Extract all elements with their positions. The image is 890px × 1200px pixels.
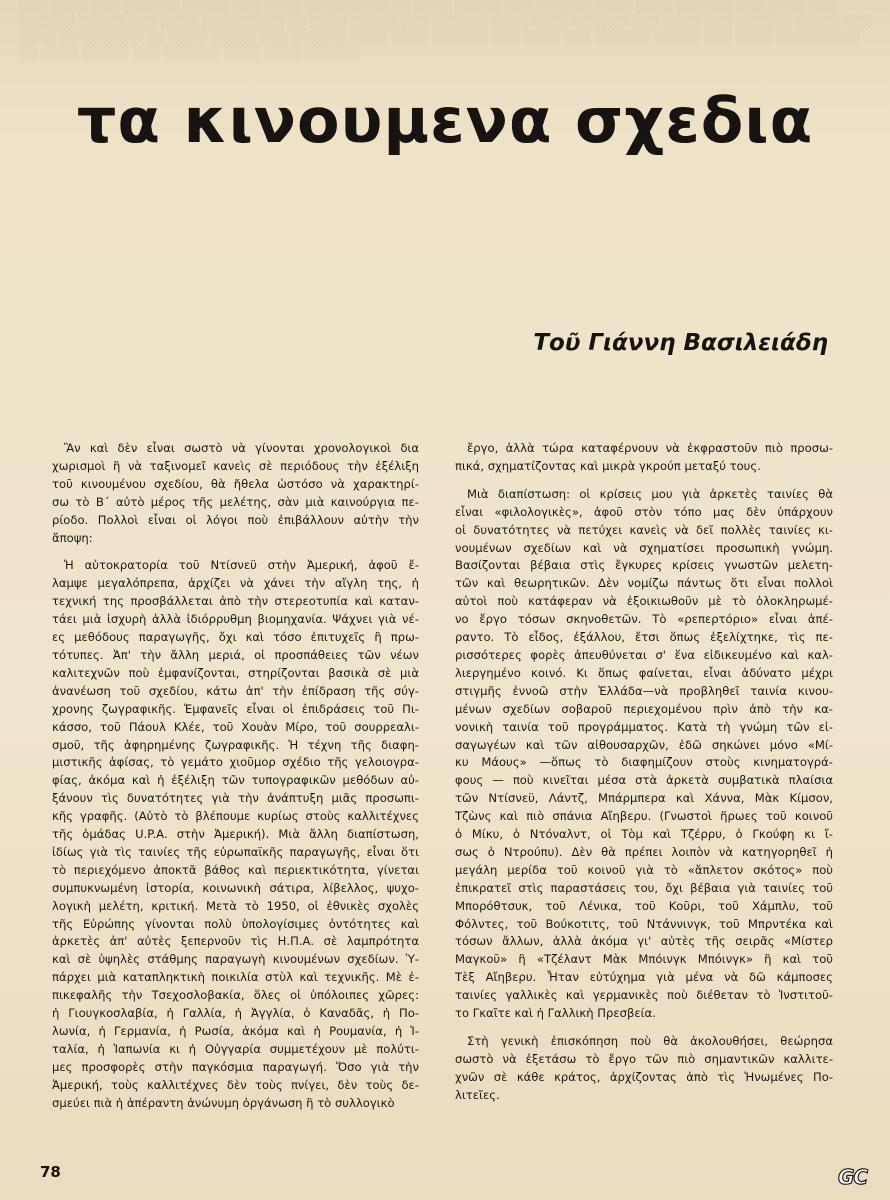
text-line: μεγάλη μερίδα τοῦ κοινοῦ γιὰ τὸ «ἄπλετον σκότος» ποὺ bbox=[455, 862, 833, 877]
paragraph bbox=[52, 440, 419, 547]
text-line: ραντο. Τὸ εἶδος, ἐξάλλου, ἔτσι ὅπως ἐξελίχτηκε, τὶς πε- bbox=[455, 630, 833, 645]
page-number: 78 bbox=[40, 1163, 61, 1181]
article-title: τα κινουμενα σχεδια bbox=[76, 84, 814, 157]
text-line: τοῦ κινουμένου σχεδίου, θὰ ἤθελα ὡστόσο νὰ χαρακτηρί- bbox=[52, 476, 419, 491]
text-line: λιεργημένο κοινό. Κι ὅπως φαίνεται, εἶναι ἀδύνατο μέχρι bbox=[455, 665, 833, 680]
text-line: Βασίζονται βέβαια στὶς ἔγκυρες κρίσεις γνωστῶν μελετη- bbox=[455, 558, 833, 573]
text-line: χρονης ζωγραφικῆς. Ἐμφανεῖς εἶναι οἱ ἐπιδράσεις τοῦ Πι- bbox=[52, 701, 419, 716]
text-line: ξάνουν τὶς δυνατότητες γιὰ τὴν ἀνάπτυξη μιᾶς προσωπι- bbox=[52, 791, 419, 806]
text-line: ταινίες γαλλικὲς καὶ γερμανικὲς ποὺ διέθεταν τὸ Ἰνστιτοῦ- bbox=[455, 988, 833, 1003]
text-line: τῆς ὁμάδας U.P.A. στὴν Ἀμερική). Μιὰ ἄλλη διαπίστωση, bbox=[52, 827, 419, 842]
text-line: τῶν Ντίσνεϋ, Λάντζ, Μπάρμπερα καὶ Χάννα, Μὰκ Κίμσον, bbox=[455, 791, 833, 806]
text-line: καλιτεχνῶν ποὺ ἐμφανίζονται, στηρίζονται βασικὰ σὲ μιὰ bbox=[52, 665, 419, 680]
text-line: κῆς γραφῆς. (Αὐτὸ τὸ βλέπουμε κυρίως στοὺς καλλιτέχνες bbox=[52, 809, 419, 824]
left-text-column bbox=[52, 440, 419, 1113]
text-line: χνῶν σὲ κάθε κράτος, ἀρχίζοντας ἀπὸ τὶς Ἡνωμένες Πο- bbox=[455, 1069, 833, 1084]
text-line: μες προσφορὲς στὴν παγκόσμια παραγωγή. Ὅσο γιὰ τὴν bbox=[52, 1059, 419, 1074]
text-line: Μαγκοῦ» ἢ «Τζέλαντ Μὰκ Μπόινγκ Μπόινγκ» ἢ καὶ τοῦ bbox=[455, 952, 833, 967]
text-line: ρίοδο. Πολλοὶ εἶναι οἱ λόγοι ποὺ ἐπιβάλλουν αὐτὴν τὴν bbox=[52, 512, 419, 527]
paragraph bbox=[455, 1033, 833, 1105]
paragraph bbox=[52, 557, 419, 1112]
text-line: ἄποψη: bbox=[52, 530, 93, 545]
text-line: ἰδίως γιὰ τὶς ταινίες τῆς εὐρωπαϊκῆς παραγωγῆς, εἶναι ὅτι bbox=[52, 844, 419, 859]
text-line: τάει μιὰ ἰσχυρὴ ἀλλὰ ἰδιόρρυθμη βιομηχανία. Ψάχνει γιὰ νέ- bbox=[52, 612, 419, 627]
bleed-through-texture: ░░░ ░░░░ ░░░ ░░░░░░ ░░░░░ ░░░ ░░░░ ░░░░░░░░░ ░░ ░░░░ ░░░░░ ░░░ ░░░░░░ ░░░░ ░░░░ ░░░░░░ ░░░ ░░░░ ░░░ ░░░░░░ ░░░░░ ░░░ ░░░░ ░░░░░░░░░ ░░ ░░░░ ░░░░░ ░░░ ░░░░░░ ░░░░ ░░░░ ░░░░░░ ░░░ ░░░░ ░░░ ░░░░░░ ░░░░░ ░░░ ░░░░ ░░░░░░░░░ ░░ ░░░░ ░░░░░ ░░░ ░░░░░░ ░░░░ ░░░░ ░░░░░░ ░░░ ░░░░ ░░░ ░░░░░░ ░░░░░ ░░░ ░░░░ ░░░░░░░░░ ░░ ░░░░ ░░░░░ ░░░ ░░░░░░ ░░░░ ░░░░ ░░░░░░ bbox=[20, 0, 877, 59]
article-author: Τοῦ Γιάννη Βασιλειάδη bbox=[533, 330, 828, 356]
text-line: οἱ δυνατότητες νὰ πετύχει κανεὶς νὰ δεῖ πολλὲς ταινίες κι- bbox=[455, 522, 833, 537]
text-line: ἀνανέωση τοῦ σχεδίου, κάτω ἀπ' τὴν ἐπίδραση τῆς σύγ- bbox=[52, 683, 419, 698]
text-line: Ἂν καὶ δὲν εἶναι σωστὸ νὰ γίνονται χρονολογικοὶ δια bbox=[64, 441, 419, 455]
text-line: νουμένων σχεδίων καὶ νὰ σχηματίσει προσωπικὴ γνώμη. bbox=[455, 540, 833, 555]
text-line: πικεφαλῆς τὴν Τσεχοσλοβακία, ὅλες οἱ ὑπόλοιπες χῶρες: bbox=[52, 988, 419, 1003]
text-line: Μιὰ διαπίστωση: οἱ κρίσεις μου γιὰ ἀρκετὲς ταινίες θὰ bbox=[467, 486, 833, 501]
text-line: αὐτοὶ ποὺ κατάφεραν νὰ ἐξοικιωθοῦν μὲ τὸ ὁλοκληρωμέ- bbox=[455, 594, 833, 609]
text-line: ὁ Μίκυ, ὁ Ντόναλντ, οἱ Τὸμ καὶ Τζέρρυ, ὁ Γκούφη κι ἴ- bbox=[455, 827, 833, 842]
paragraph bbox=[455, 440, 833, 476]
text-line: λιτεῖες. bbox=[455, 1087, 500, 1102]
text-line: φους — ποὺ κινεῖται μέσα στὰ ἀρκετὰ συμβατικὰ πλαίσια bbox=[455, 773, 833, 788]
text-line: ἔργο, ἀλλὰ τώρα καταφέρνουν νὰ ἐκφραστοῦν πιὸ προσω- bbox=[467, 441, 833, 455]
text-line: τόσων ἄλλων, ἀλλὰ ἀκόμα γι' αὐτὲς τῆς σειρᾶς «Μίστερ bbox=[455, 934, 833, 949]
text-line: καὶ σὲ ὑψηλὲς στάθμης παραγωγὴ κινουμένων σχεδίων. Ὑ- bbox=[52, 952, 419, 967]
text-line: στιγμῆς ἐννοῶ στὴν Ἑλλάδα—νὰ προβληθεῖ ταινία κινου- bbox=[455, 683, 833, 698]
text-line: νονικὴ ταινία τοῦ προγράμματος. Κατὰ τὴ γνώμη τῶν εἰ- bbox=[455, 719, 833, 734]
right-text-column bbox=[455, 440, 833, 1105]
text-line: λωνία, ἡ Γερμανία, ἡ Ρωσία, ἀκόμα καὶ ἡ Ρουμανία, ἡ Ἰ- bbox=[52, 1024, 419, 1038]
text-line: Τὲξ Αἴηβερυ. Ἦταν εὐτύχημα γιὰ μένα νὰ δῶ κάμποσες bbox=[455, 970, 833, 985]
text-line: εἶναι «φιλολογικὲς», ἀφοῦ στὸν τόπο μας δὲν ὑπάρχουν bbox=[455, 504, 833, 519]
text-line: λογικὴ μελέτη, κριτική. Μετὰ τὸ 1950, οἱ ἐθνικὲς σχολὲς bbox=[52, 898, 419, 913]
text-line: σωστὸ νὰ ἐξετάσω τὸ ἔργο τῶν πιὸ σημαντικῶν καλλιτε- bbox=[455, 1051, 833, 1066]
text-line: τῶν καὶ θεωρητικῶν. Δὲν νομίζω πάντως ὅτι εἶναι πολλοὶ bbox=[455, 576, 833, 591]
text-line: κάσσο, τοῦ Πάουλ Κλέε, τοῦ Χουὰν Μίρο, τοῦ σουρρεαλι- bbox=[52, 719, 419, 734]
text-line: ες μεθόδους παραγωγῆς, ὄχι καὶ τόσο ἐπιτυχεῖς ἢ πρω- bbox=[52, 630, 419, 645]
text-line: τὸ περιεχόμενο ἀποκτᾶ βάθος καὶ περιεκτικότητα, γίνεται bbox=[52, 862, 419, 877]
text-line: Ἀμερική, τοὺς καλλιτέχνες δὲν τοὺς πνίγει, δὲν τοὺς δε- bbox=[52, 1077, 419, 1092]
text-line: ταλία, ἡ Ἰαπωνία κι ἡ Οὐγγαρία συμμετέχουν μὲ πολύτι- bbox=[52, 1041, 419, 1056]
text-line: νο ἔργο τόσων σκηνοθετῶν. Τὸ «ρεπερτόριο» εἶναι ἀπέ- bbox=[455, 612, 833, 627]
text-line: Ἡ αὐτοκρατορία τοῦ Ντίσνεϋ στὴν Ἀμερική, ἀφοῦ ἔ- bbox=[64, 558, 419, 573]
text-line: το Γκαῖτε καὶ ἡ Γαλλικὴ Πρεσβεία. bbox=[455, 1006, 656, 1021]
text-line: σμοῦ, τῆς ἀφηρημένης ζωγραφικῆς. Ἡ τέχνη τῆς διαφη- bbox=[52, 737, 419, 752]
text-line: σμεύει πιὰ ἡ ἀπέραντη ἀνώνυμη ὀργάνωση ἢ τὸ συλλογικὸ bbox=[52, 1095, 395, 1110]
text-line: συμπυκνωμένη ἱστορία, κοινωνικὴ σάτιρα, λίβελλος, ψυχο- bbox=[52, 880, 419, 895]
text-line: Στὴ γενικὴ ἐπισκόπηση ποὺ θὰ ἀκολουθήσει, θεώρησα bbox=[467, 1034, 833, 1048]
text-line: μιστικῆς ἀφίσας, τὸ γεμάτο χιοῦμορ σχέδιο τῆς γελοιογρα- bbox=[52, 755, 419, 770]
text-line: Μπορόθτσυκ, τοῦ Λένικα, τοῦ Κοῦρι, τοῦ Χάμπλυ, τοῦ bbox=[455, 898, 833, 913]
text-line: ρισσότερες φορὲς ἀπευθύνεται σ' ἕνα εἰδικευμένο καὶ καλ- bbox=[455, 647, 833, 662]
text-line: σαγωγέων καὶ τῶν αἰθουσαρχῶν, ἐδῶ σηκώνει μόνο «Μί- bbox=[455, 737, 833, 752]
text-line: χωρισμοὶ ἢ νὰ ταξινομεῖ κανεὶς σὲ περιόδους τὴν ἐξέλιξη bbox=[52, 458, 419, 473]
text-line: μένων σχεδίων σοβαροῦ περιεχομένου πρὶν ἀπὸ τὴν κα- bbox=[455, 701, 833, 716]
text-line: Φόλντες, τοῦ Βούκοτιτς, τοῦ Ντάννινγκ, τοῦ Μπρντέκα καὶ bbox=[455, 916, 833, 931]
text-line: πάρχει μιὰ καταπληκτικὴ ποικιλία στὺλ καὶ τεχνικῆς. Μὲ ἐ- bbox=[52, 970, 419, 985]
text-line: σως ὁ Ντρούπυ). Δὲν θὰ πρέπει λοιπὸν νὰ κατηγορηθεῖ ἡ bbox=[455, 844, 833, 859]
text-line: φίας, ἀκόμα καὶ ἡ ἐξέλιξη τῶν τυπογραφικῶν μεθόδων αὐ- bbox=[52, 773, 419, 788]
text-line: τῆς Εὐρώπης γίνονται πολὺ ὑπολογίσιμες ὀντότητες καὶ bbox=[52, 916, 419, 931]
text-line: τεχνική της προσβάλλεται ἀπὸ τὴν στερεοτυπία καὶ καταν- bbox=[52, 594, 419, 609]
scanner-logo: GC bbox=[838, 1165, 868, 1189]
text-line: λαμψε μεγαλόπρεπα, ἀρχίζει νὰ χάνει τὴν αἴγλη της, ἡ bbox=[52, 576, 419, 591]
text-line: Τζὼνς καὶ πιὸ σπάνια Αἴηβερυ. (Γνωστοὶ ἥρωες τοῦ κοινοῦ bbox=[455, 809, 833, 824]
text-line: πικά, σχηματίζοντας καὶ μικρὰ γκρούπ μεταξύ τους. bbox=[455, 458, 761, 473]
text-line: σω τὸ Β΄ αὐτὸ μέρος τῆς μελέτης, σὰν μιὰ καινούργια πε- bbox=[52, 494, 419, 509]
text-line: κυ Μάους» —ὅπως τὸ διαφημίζουν στοὺς κινηματογρά- bbox=[455, 755, 833, 770]
text-line: τότυπες. Ἀπ' τὴν ἄλλη μεριά, οἱ προσπάθειες τῶν νέων bbox=[52, 647, 419, 662]
text-line: ἐπικρατεῖ στὶς παραστάσεις του, ὄχι βέβαια γιὰ ταινίες τοῦ bbox=[455, 880, 833, 895]
text-line: ἀρκετὲς ἀπ' αὐτὲς ξεπερνοῦν τὶς Η.Π.Α. σὲ λαμπρότητα bbox=[52, 934, 419, 949]
paragraph bbox=[455, 486, 833, 1023]
text-line: ἡ Γιουγκοσλαβία, ἡ Γαλλία, ἡ Ἀγγλία, ὁ Καναδᾶς, ἡ Πο- bbox=[52, 1006, 419, 1021]
